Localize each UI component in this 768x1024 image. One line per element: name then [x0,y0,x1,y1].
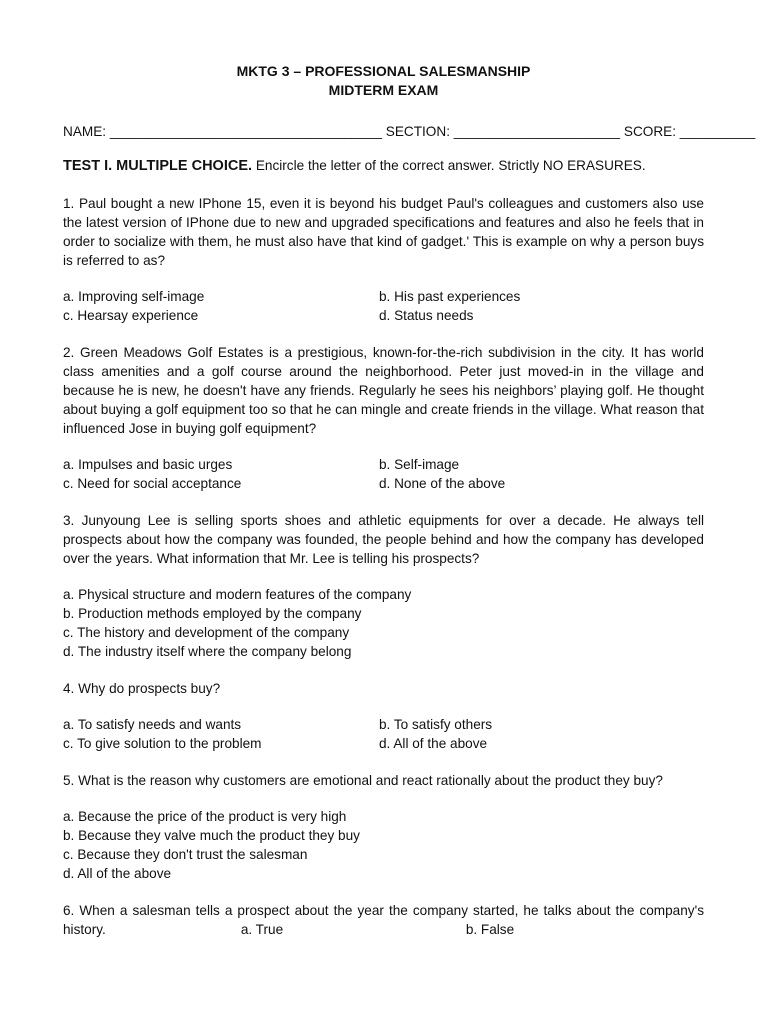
test-heading [63,156,704,176]
option-a: a. Because the price of the product is very high [63,809,347,824]
option-d: d. None of the above [379,476,506,491]
question-5: 5. What is the reason why customers are emotional and react rationally about the product they buy? [63,773,663,788]
option-a: a. To satisfy needs and wants [63,717,242,732]
test-title: TEST I. MULTIPLE CHOICE. [63,158,253,174]
option-c: c. Hearsay experience [63,308,199,323]
question-6 [63,901,704,939]
exam-title: MIDTERM EXAM [328,82,439,98]
option-a: a. Physical structure and modern features of the company [63,587,412,602]
option-c: c. Need for social acceptance [63,476,242,491]
option-b: b. False [465,922,515,937]
option-a: a. Improving self-image [63,289,205,304]
option-b: b. Because they valve much the product they buy [63,828,360,843]
option-a: a. True [240,922,284,937]
option-c: c. Because they don't trust the salesman [63,847,308,862]
score-field: SCORE: __________ [623,124,756,139]
option-a: a. Impulses and basic urges [63,457,233,472]
course-title: MKTG 3 – PROFESSIONAL SALESMANSHIP [236,63,531,79]
option-b: b. Self-image [379,457,460,472]
option-b: b. To satisfy others [379,717,493,732]
option-d: d. The industry itself where the company belong [63,644,352,659]
option-d: d. Status needs [379,308,474,323]
option-d: d. All of the above [379,736,488,751]
option-c: c. The history and development of the company [63,625,350,640]
test-instructions: Encircle the letter of the correct answer. Strictly NO ERASURES. [255,158,646,173]
question-1: 1. Paul bought a new IPhone 15, even it is beyond his budget Paul's colleagues and customers also use the latest version of IPhone due to new and upgraded specifications and features and also he feels that in order to socialize with them, he must also have that kind of gadget.' This is example on why a person buys is referred to as? [63,196,704,268]
question-3-options [63,585,704,661]
section-field: SECTION: ______________________ [385,124,621,139]
option-b: b. Production methods employed by the company [63,606,362,621]
student-info-row [63,122,756,141]
option-b: b. His past experiences [379,289,521,304]
question-3: 3. Junyoung Lee is selling sports shoes and athletic equipments for over a decade. He always tell prospects about how the company was founded, the people behind and how the company has developed over the years. What information that Mr. Lee is telling his prospects? [63,513,704,566]
question-4-options [63,715,704,753]
question-6-text: 6. When a salesman tells a prospect about the year the company started, he talks about the company's history. [63,903,704,937]
question-1-options [63,287,704,325]
question-5-options [63,807,704,883]
option-c: c. To give solution to the problem [63,736,262,751]
exam-page [63,62,756,939]
question-2: 2. Green Meadows Golf Estates is a prestigious, known-for-the-rich subdivision in the city. It has world class amenities and a golf course around the neighborhood. Peter just moved-in in the village and because he is new, he doesn't have any friends. Regularly he sees his neighbors’ playing golf. He thought about buying a golf equipment too so that he can mingle and create friends in the village. What reason that influenced Jose in buying golf equipment? [63,345,704,436]
question-4: 4. Why do prospects buy? [63,681,221,696]
name-field: NAME: ____________________________________ [63,124,382,139]
option-d: d. All of the above [63,866,172,881]
question-2-options [63,455,704,493]
